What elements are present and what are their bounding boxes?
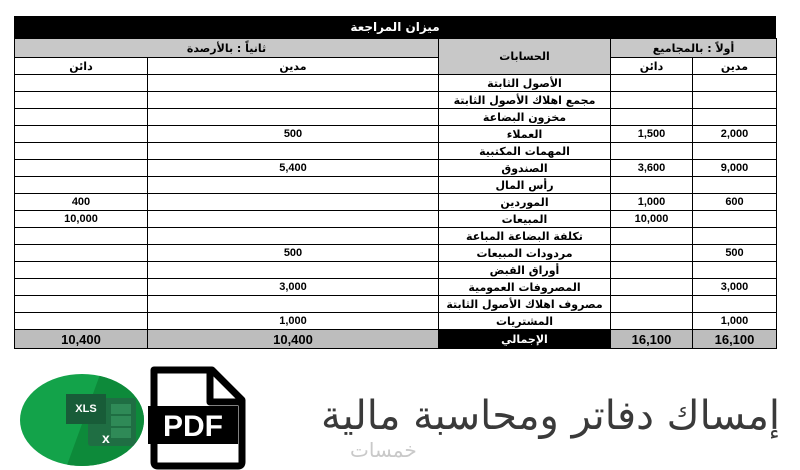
accounts-header: الحسابات bbox=[439, 39, 611, 75]
account-name-cell: تكلفة البضاعة المباعة bbox=[439, 228, 611, 245]
balance-credit-cell: 10,000 bbox=[15, 211, 148, 228]
table-row bbox=[15, 92, 777, 109]
balance-credit-cell bbox=[15, 160, 148, 177]
account-name-cell: المصروفات العمومية bbox=[439, 279, 611, 296]
totals-credit-header: دائن bbox=[611, 58, 693, 75]
total-debit-cell bbox=[693, 75, 777, 92]
pdf-label: PDF bbox=[163, 410, 223, 443]
table-row bbox=[15, 228, 777, 245]
table-row bbox=[15, 177, 777, 194]
total-credit-cell: 10,000 bbox=[611, 211, 693, 228]
balance-debit-cell bbox=[148, 92, 439, 109]
table-row bbox=[15, 279, 777, 296]
total-credit-cell bbox=[611, 262, 693, 279]
balances-group-header: ثانياً : بالأرصدة bbox=[15, 39, 439, 58]
total-totals-credit: 16,100 bbox=[611, 330, 693, 349]
account-name-cell: المبيعات bbox=[439, 211, 611, 228]
account-name-cell: مصروف اهلاك الأصول الثابتة bbox=[439, 296, 611, 313]
balance-debit-cell bbox=[148, 143, 439, 160]
balance-debit-cell: 1,000 bbox=[148, 313, 439, 330]
balance-debit-cell bbox=[148, 75, 439, 92]
trial-balance-sheet bbox=[14, 16, 776, 366]
table-row bbox=[15, 245, 777, 262]
balance-credit-cell bbox=[15, 75, 148, 92]
total-credit-cell bbox=[611, 313, 693, 330]
total-debit-cell bbox=[693, 262, 777, 279]
balances-credit-header: دائن bbox=[15, 58, 148, 75]
balance-credit-cell bbox=[15, 279, 148, 296]
totals-group-header: أولاً : بالمجاميع bbox=[611, 39, 777, 58]
balance-debit-cell bbox=[148, 177, 439, 194]
total-credit-cell bbox=[611, 109, 693, 126]
table-row bbox=[15, 194, 777, 211]
table-row bbox=[15, 211, 777, 228]
total-debit-cell: 3,000 bbox=[693, 279, 777, 296]
total-credit-cell: 3,600 bbox=[611, 160, 693, 177]
table-row bbox=[15, 262, 777, 279]
total-debit-cell bbox=[693, 92, 777, 109]
account-name-cell: الأصول الثابتة bbox=[439, 75, 611, 92]
brand-text: إمساك دفاتر ومحاسبة مالية bbox=[321, 393, 780, 439]
total-debit-cell: 9,000 bbox=[693, 160, 777, 177]
xls-label: XLS bbox=[66, 394, 106, 424]
excel-x-mark: x bbox=[102, 430, 110, 446]
total-debit-cell bbox=[693, 143, 777, 160]
total-credit-cell bbox=[611, 75, 693, 92]
account-name-cell: الموردين bbox=[439, 194, 611, 211]
balance-credit-cell bbox=[15, 92, 148, 109]
watermark: خمسات bbox=[350, 438, 417, 462]
total-debit-cell: 600 bbox=[693, 194, 777, 211]
account-name-cell: مخزون البضاعة bbox=[439, 109, 611, 126]
balance-credit-cell bbox=[15, 109, 148, 126]
table-row bbox=[15, 313, 777, 330]
total-label: الإجمالي bbox=[439, 330, 611, 349]
total-credit-cell bbox=[611, 296, 693, 313]
balance-debit-cell: 500 bbox=[148, 245, 439, 262]
table-row bbox=[15, 126, 777, 143]
balance-credit-cell bbox=[15, 296, 148, 313]
total-credit-cell: 1,500 bbox=[611, 126, 693, 143]
total-debit-cell: 2,000 bbox=[693, 126, 777, 143]
total-debit-cell bbox=[693, 296, 777, 313]
balance-credit-cell bbox=[15, 177, 148, 194]
table-row bbox=[15, 296, 777, 313]
total-debit-cell: 1,000 bbox=[693, 313, 777, 330]
balance-credit-cell bbox=[15, 143, 148, 160]
account-name-cell: رأس المال bbox=[439, 177, 611, 194]
footer-banner bbox=[0, 366, 800, 470]
total-credit-cell bbox=[611, 92, 693, 109]
balance-credit-cell bbox=[15, 262, 148, 279]
balance-debit-cell bbox=[148, 262, 439, 279]
table-row bbox=[15, 143, 777, 160]
total-credit-cell bbox=[611, 279, 693, 296]
total-row bbox=[15, 330, 777, 349]
balances-debit-header: مدين bbox=[148, 58, 439, 75]
account-name-cell: أوراق القبض bbox=[439, 262, 611, 279]
account-name-cell: الصندوق bbox=[439, 160, 611, 177]
account-name-cell: العملاء bbox=[439, 126, 611, 143]
total-totals-debit: 16,100 bbox=[693, 330, 777, 349]
balance-debit-cell bbox=[148, 296, 439, 313]
totals-debit-header: مدين bbox=[693, 58, 777, 75]
balance-debit-cell bbox=[148, 211, 439, 228]
xls-icon bbox=[20, 374, 144, 466]
account-name-cell: مردودات المبيعات bbox=[439, 245, 611, 262]
total-debit-cell bbox=[693, 109, 777, 126]
balance-debit-cell: 500 bbox=[148, 126, 439, 143]
total-balance-debit: 10,400 bbox=[148, 330, 439, 349]
total-debit-cell bbox=[693, 228, 777, 245]
balance-debit-cell: 3,000 bbox=[148, 279, 439, 296]
balance-credit-cell: 400 bbox=[15, 194, 148, 211]
account-name-cell: المهمات المكتبية bbox=[439, 143, 611, 160]
balance-debit-cell bbox=[148, 109, 439, 126]
sheet-title: ميزان المراجعة bbox=[14, 16, 776, 38]
total-debit-cell bbox=[693, 177, 777, 194]
balance-credit-cell bbox=[15, 313, 148, 330]
pdf-icon bbox=[146, 366, 248, 470]
balance-credit-cell bbox=[15, 126, 148, 143]
total-credit-cell bbox=[611, 228, 693, 245]
balance-debit-cell: 5,400 bbox=[148, 160, 439, 177]
balance-debit-cell bbox=[148, 228, 439, 245]
balance-credit-cell bbox=[15, 228, 148, 245]
total-credit-cell bbox=[611, 143, 693, 160]
trial-balance-table bbox=[14, 38, 777, 349]
total-credit-cell bbox=[611, 245, 693, 262]
table-row bbox=[15, 75, 777, 92]
account-name-cell: المشتريات bbox=[439, 313, 611, 330]
total-credit-cell bbox=[611, 177, 693, 194]
table-row bbox=[15, 160, 777, 177]
balance-credit-cell bbox=[15, 245, 148, 262]
balance-debit-cell bbox=[148, 194, 439, 211]
account-name-cell: مجمع اهلاك الأصول الثابتة bbox=[439, 92, 611, 109]
total-debit-cell: 500 bbox=[693, 245, 777, 262]
total-credit-cell: 1,000 bbox=[611, 194, 693, 211]
total-debit-cell bbox=[693, 211, 777, 228]
total-balance-credit: 10,400 bbox=[15, 330, 148, 349]
table-row bbox=[15, 109, 777, 126]
